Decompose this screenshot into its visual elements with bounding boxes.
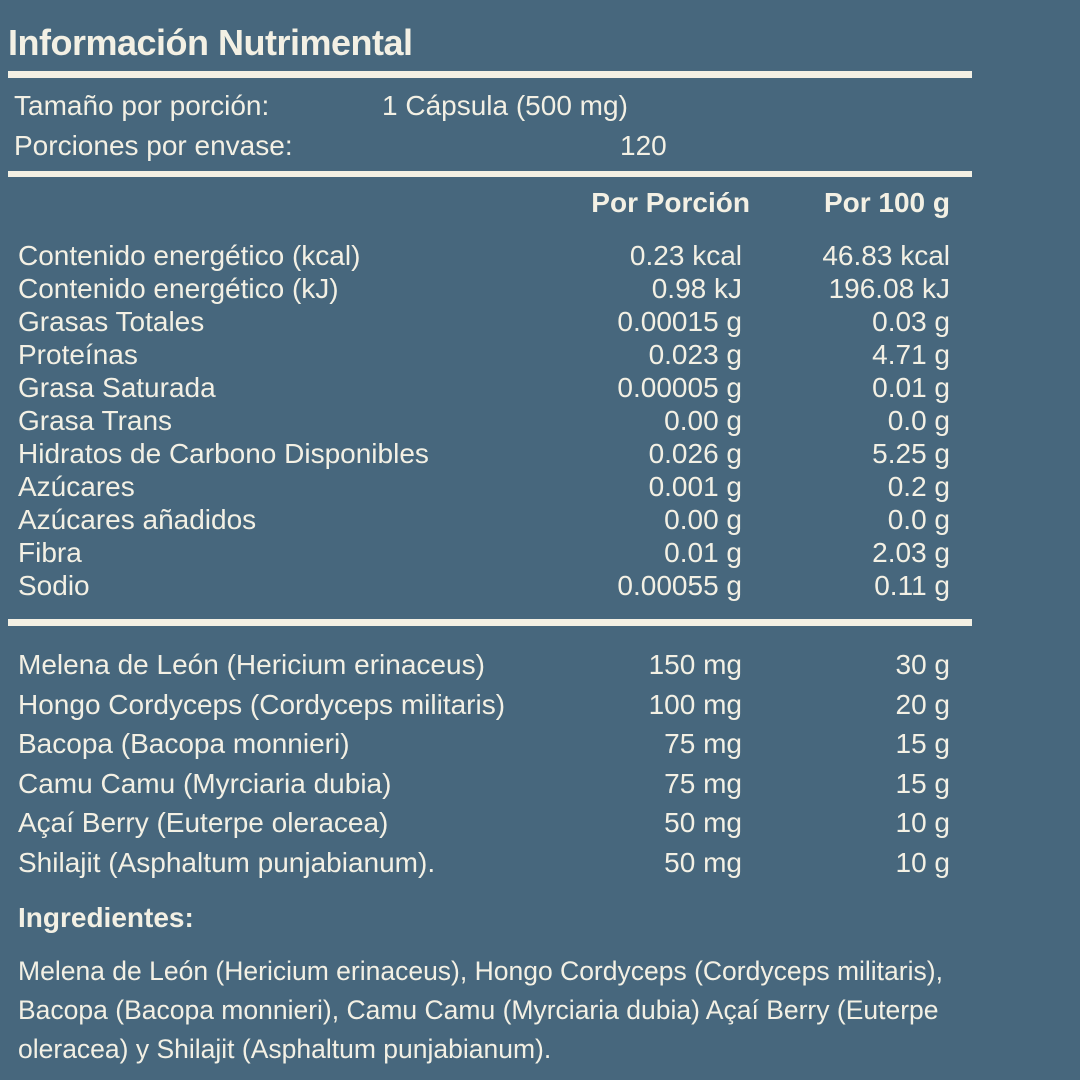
nutrient-row-per-serving: 0.98 kJ (651, 273, 742, 304)
servings-per-container-label: Porciones por envase: (14, 130, 293, 161)
nutrient-row-per-100g: 0.01 g (872, 372, 950, 403)
nutrient-row-label: Contenido energético (kcal) (18, 240, 361, 271)
nutrient-row (18, 371, 950, 404)
nutrient-row-per-100g: 0.03 g (872, 306, 950, 337)
nutrient-row-per-100g: 5.25 g (872, 438, 950, 469)
active-ingredient-row (18, 685, 950, 725)
active-ingredient-row (18, 764, 950, 804)
nutrient-row-per-serving: 0.00005 g (617, 372, 742, 403)
nutrient-row (18, 536, 950, 569)
active-ingredient-row-per-100g: 15 g (895, 767, 950, 799)
nutrient-row-per-serving: 0.00015 g (617, 306, 742, 337)
nutrient-row (18, 338, 950, 371)
nutrient-row-per-100g: 4.71 g (872, 339, 950, 370)
panel-title: Información Nutrimental (8, 22, 413, 63)
serving-divider (8, 171, 972, 177)
ingredients-text: Melena de León (Hericium erinaceus), Hongo Cordyceps (Cordyceps militaris), Bacopa (Bacopa monnieri), Camu Camu (Myrciaria dubia) Açaí Berry (Euterpe oleracea) y Shilajit (Asphaltum punjabianum). (18, 956, 943, 1064)
title-divider (8, 71, 972, 78)
nutrient-row (18, 437, 950, 470)
nutrient-row-per-serving: 0.00 g (664, 405, 742, 436)
nutrient-row-label: Grasas Totales (18, 306, 205, 337)
nutrient-row-label: Azúcares (18, 471, 135, 502)
nutrient-row-label: Proteínas (18, 339, 138, 370)
nutrient-row-per-100g: 0.0 g (887, 504, 950, 535)
active-ingredient-row (18, 803, 950, 843)
nutrient-row-per-100g: 0.0 g (887, 405, 950, 436)
column-header-per-serving: Por Porción (591, 187, 750, 218)
active-ingredient-row-label: Shilajit (Asphaltum punjabianum). (18, 846, 436, 878)
nutrient-row-label: Fibra (18, 537, 82, 568)
active-ingredient-row-label: Hongo Cordyceps (Cordyceps militaris) (18, 688, 506, 720)
servings-per-container-value: 120 (620, 130, 667, 161)
nutrient-divider (8, 619, 972, 626)
nutrient-row-per-serving: 0.01 g (664, 537, 742, 568)
active-ingredient-row-per-100g: 10 g (895, 846, 950, 878)
serving-size-value: 1 Cápsula (500 mg) (382, 90, 628, 121)
nutrient-row (18, 569, 950, 602)
column-header-per-100g: Por 100 g (823, 187, 950, 218)
nutrient-row (18, 272, 950, 305)
nutrient-row-per-100g: 0.11 g (874, 570, 950, 601)
active-ingredient-row-label: Açaí Berry (Euterpe oleracea) (18, 807, 389, 838)
nutrient-row-per-serving: 0.00 g (664, 504, 742, 535)
active-ingredient-row-per-100g: 30 g (895, 649, 950, 680)
nutrient-row-per-100g: 46.83 kcal (822, 240, 950, 271)
nutrient-row-label: Contenido energético (kJ) (18, 273, 339, 304)
nutrient-row (18, 404, 950, 437)
active-ingredient-row (18, 645, 950, 685)
active-ingredient-row-per-serving: 150 mg (648, 649, 742, 680)
nutrient-row-label: Grasa Saturada (18, 372, 216, 403)
nutrient-row-label: Hidratos de Carbono Disponibles (18, 438, 429, 469)
nutrient-row (18, 470, 950, 503)
active-ingredient-row-label: Camu Camu (Myrciaria dubia) (18, 767, 392, 799)
active-ingredient-row-label: Melena de León (Hericium erinaceus) (18, 649, 485, 680)
nutrient-row (18, 503, 950, 536)
active-ingredient-row-per-serving: 75 mg (664, 767, 742, 799)
nutrient-row-per-serving: 0.023 g (648, 339, 742, 370)
active-ingredient-row-per-100g: 15 g (895, 728, 950, 759)
active-ingredient-row-per-serving: 100 mg (648, 688, 742, 720)
nutrient-row-per-serving: 0.026 g (648, 438, 742, 469)
nutrient-row-per-100g: 0.2 g (887, 471, 950, 502)
active-ingredient-row-per-serving: 75 mg (664, 728, 742, 759)
active-ingredient-row-per-serving: 50 mg (664, 807, 742, 838)
nutrient-row-per-100g: 196.08 kJ (828, 273, 950, 304)
nutrient-row-per-serving: 0.00055 g (617, 570, 742, 601)
nutrient-row-per-serving: 0.23 kcal (629, 240, 742, 271)
nutrient-row (18, 305, 950, 338)
nutrient-row-per-100g: 2.03 g (872, 537, 950, 568)
nutrient-row-label: Sodio (18, 570, 90, 601)
nutrient-row-label: Grasa Trans (18, 405, 173, 436)
active-ingredient-row (18, 843, 950, 883)
active-ingredient-row-per-100g: 10 g (895, 807, 950, 838)
active-ingredient-row-per-100g: 20 g (895, 688, 950, 720)
nutrient-row-label: Azúcares añadidos (18, 504, 257, 535)
nutrient-row (18, 239, 950, 272)
active-ingredient-row-label: Bacopa (Bacopa monnieri) (18, 728, 350, 759)
ingredients-heading: Ingredientes: (18, 902, 194, 933)
serving-size-label: Tamaño por porción: (14, 90, 270, 121)
nutrient-row-per-serving: 0.001 g (648, 471, 742, 502)
active-ingredient-row-per-serving: 50 mg (664, 846, 742, 878)
active-ingredient-row (18, 724, 950, 764)
